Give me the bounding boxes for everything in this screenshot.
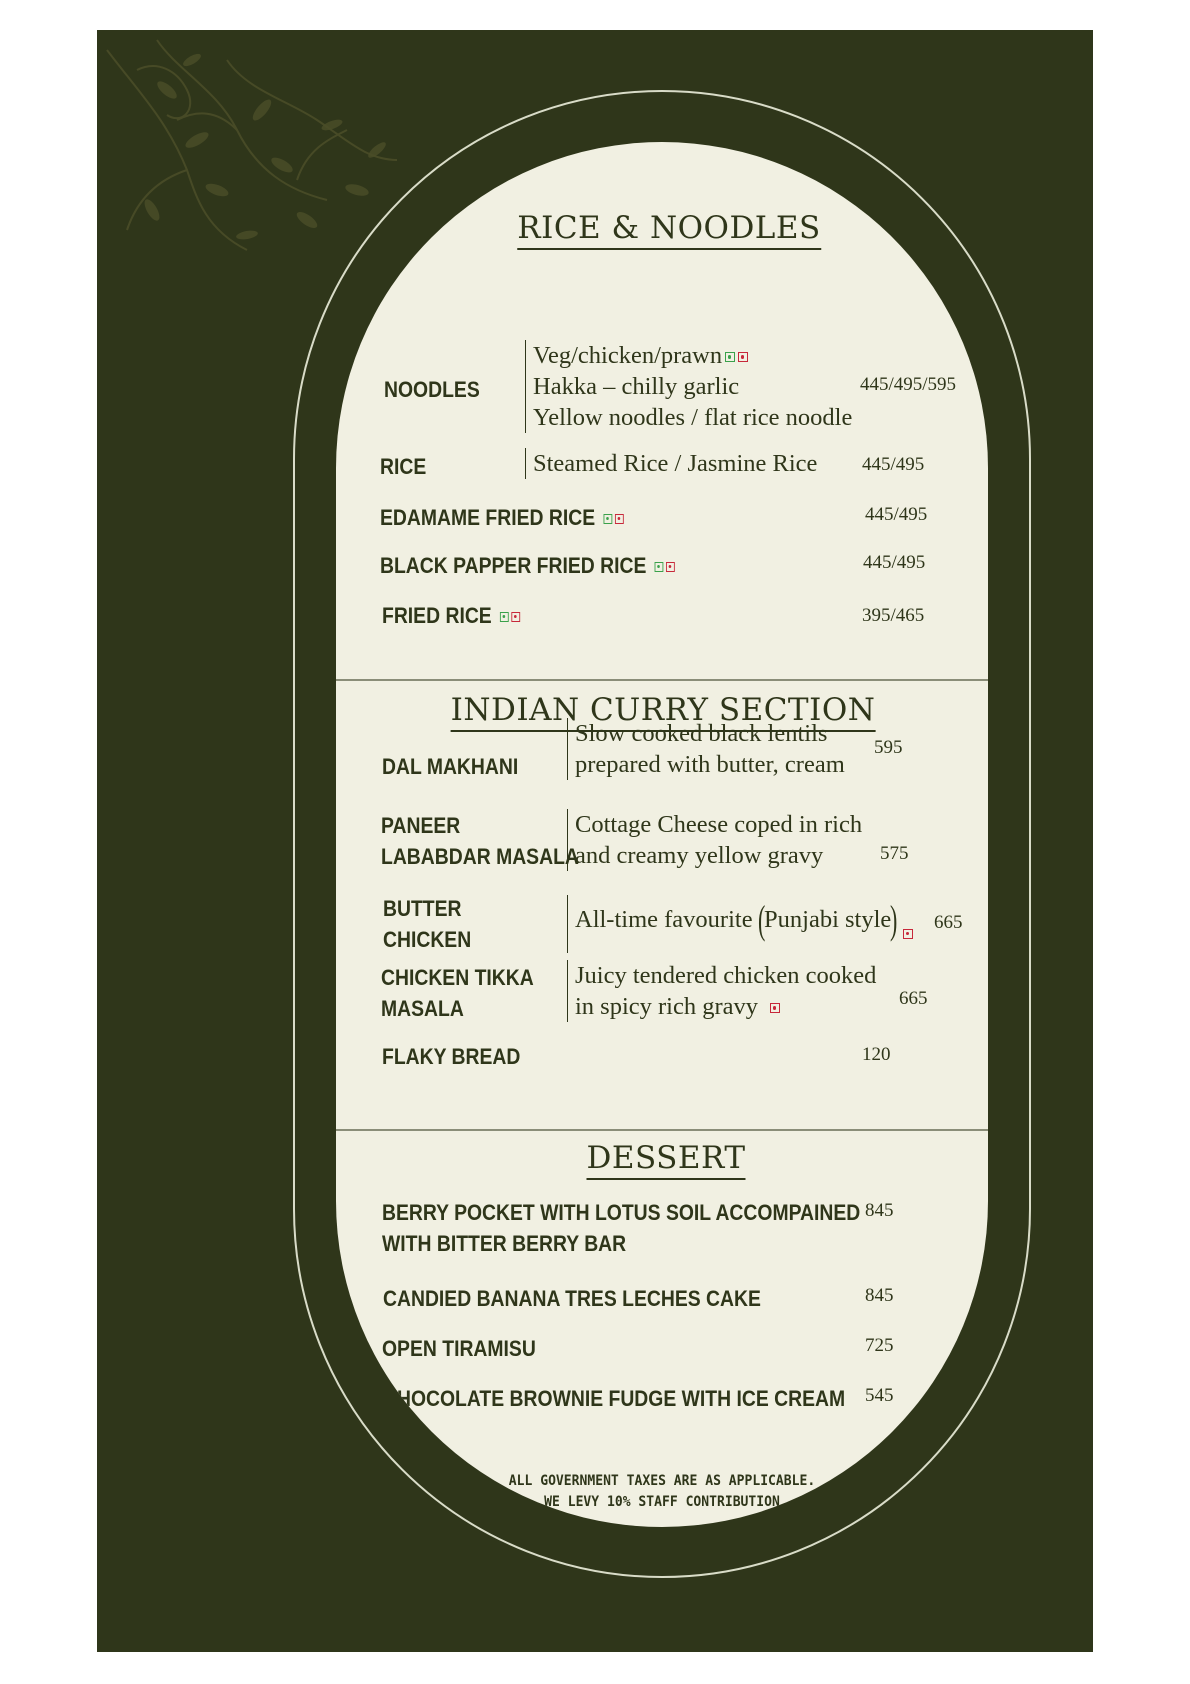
name-line: MASALA — [381, 996, 464, 1021]
nonveg-marker-icon — [615, 514, 624, 524]
desc-line: Juicy tendered chicken cooked — [575, 962, 877, 989]
item-name-paneer — [381, 810, 579, 872]
name-line: BUTTER — [383, 896, 462, 921]
name-line: CHICKEN TIKKA — [381, 965, 534, 990]
item-price-chicken-tikka: 665 — [899, 988, 928, 1009]
item-price-noodles: 445/495/595 — [860, 374, 957, 395]
desc-line: in spicy rich gravy — [575, 993, 759, 1020]
item-name-butter-chicken — [383, 893, 471, 955]
item-desc-rice: Steamed Rice / Jasmine Rice — [525, 448, 817, 479]
item-price-candied-banana: 845 — [865, 1285, 894, 1306]
desc-line: and creamy yellow gravy — [575, 842, 824, 869]
item-name-chicken-tikka — [381, 962, 534, 1024]
item-price-berry-pocket: 845 — [865, 1200, 894, 1221]
menu-board — [97, 30, 1093, 1652]
desc-line: Slow cooked black lentils — [575, 720, 828, 747]
item-desc-chicken-tikka — [567, 960, 876, 1022]
section-title-rice-noodles: RICE & NOODLES — [517, 210, 821, 250]
item-name-dal-makhani: DAL MAKHANI — [382, 754, 519, 779]
item-name: EDAMAME FRIED RICE — [380, 505, 596, 530]
item-edamame-fried-rice — [380, 502, 623, 533]
desc-line: Hakka – chilly garlic — [533, 373, 740, 400]
item-desc-paneer — [567, 809, 862, 871]
section-divider — [336, 679, 988, 681]
desc-line: Cottage Cheese coped in rich — [575, 811, 863, 838]
item-price-paneer: 575 — [880, 843, 909, 864]
veg-marker-icon — [500, 612, 509, 622]
item-name-rice: RICE — [380, 454, 427, 479]
item-desc-noodles — [525, 340, 852, 433]
item-name-chocolate-brownie: CHOCOLATE BROWNIE FUDGE WITH ICE CREAM — [383, 1386, 846, 1411]
section-divider — [336, 1129, 988, 1131]
name-line: WITH BITTER BERRY BAR — [382, 1231, 627, 1256]
close-paren: ) — [890, 897, 898, 942]
name-line: BERRY POCKET WITH LOTUS SOIL ACCOMPAINED — [382, 1200, 861, 1225]
item-black-papper-fried-rice — [380, 550, 675, 581]
item-desc-butter-chicken — [567, 895, 913, 953]
tax-note-line: WE LEVY 10% STAFF CONTRIBUTION — [544, 1494, 780, 1510]
item-price-rice: 445/495 — [862, 454, 925, 475]
nonveg-marker-icon — [511, 612, 520, 622]
item-price-black-papper: 445/495 — [863, 552, 926, 573]
tax-note — [369, 1471, 956, 1513]
name-line: LABABDAR MASALA — [381, 844, 579, 869]
menu-panel — [336, 142, 988, 1527]
item-name: FRIED RICE — [382, 603, 492, 628]
item-name-candied-banana: CANDIED BANANA TRES LECHES CAKE — [383, 1286, 761, 1311]
tax-note-line: ALL GOVERNMENT TAXES ARE AS APPLICABLE. — [508, 1473, 816, 1489]
desc-line: prepared with butter, cream — [575, 751, 845, 778]
item-price-dal-makhani: 595 — [874, 737, 903, 758]
veg-marker-icon — [603, 514, 612, 524]
desc-line: Yellow noodles / flat rice noodle — [533, 404, 853, 431]
item-price-open-tiramisu: 725 — [865, 1335, 894, 1356]
name-line: CHICKEN — [383, 927, 472, 952]
item-price-edamame: 445/495 — [865, 504, 928, 525]
desc-line: Veg/chicken/prawn — [533, 342, 723, 369]
item-desc-dal-makhani — [567, 718, 845, 780]
nonveg-marker-icon — [770, 1003, 780, 1013]
veg-marker-icon — [654, 562, 663, 572]
item-name-open-tiramisu: OPEN TIRAMISU — [382, 1336, 536, 1361]
item-price-flaky-bread: 120 — [862, 1044, 891, 1065]
nonveg-marker-icon — [666, 562, 675, 572]
veg-marker-icon — [725, 352, 735, 362]
nonveg-marker-icon — [738, 352, 748, 362]
name-line: PANEER — [381, 813, 461, 838]
item-price-chocolate-brownie: 545 — [865, 1385, 894, 1406]
desc-text: Punjabi style — [764, 906, 892, 933]
item-fried-rice — [382, 600, 520, 631]
item-name-berry-pocket — [382, 1197, 860, 1259]
item-price-fried-rice: 395/465 — [862, 605, 925, 626]
desc-text: All-time favourite — [575, 906, 759, 933]
item-name-noodles: NOODLES — [384, 377, 480, 402]
section-title-indian-curry: INDIAN CURRY SECTION — [451, 692, 876, 732]
item-name: BLACK PAPPER FRIED RICE — [380, 553, 647, 578]
nonveg-marker-icon — [903, 929, 913, 939]
open-paren: ( — [757, 897, 766, 942]
section-title-dessert: DESSERT — [586, 1140, 745, 1180]
item-price-butter-chicken: 665 — [934, 912, 963, 933]
item-name-flaky-bread: FLAKY BREAD — [382, 1044, 521, 1069]
